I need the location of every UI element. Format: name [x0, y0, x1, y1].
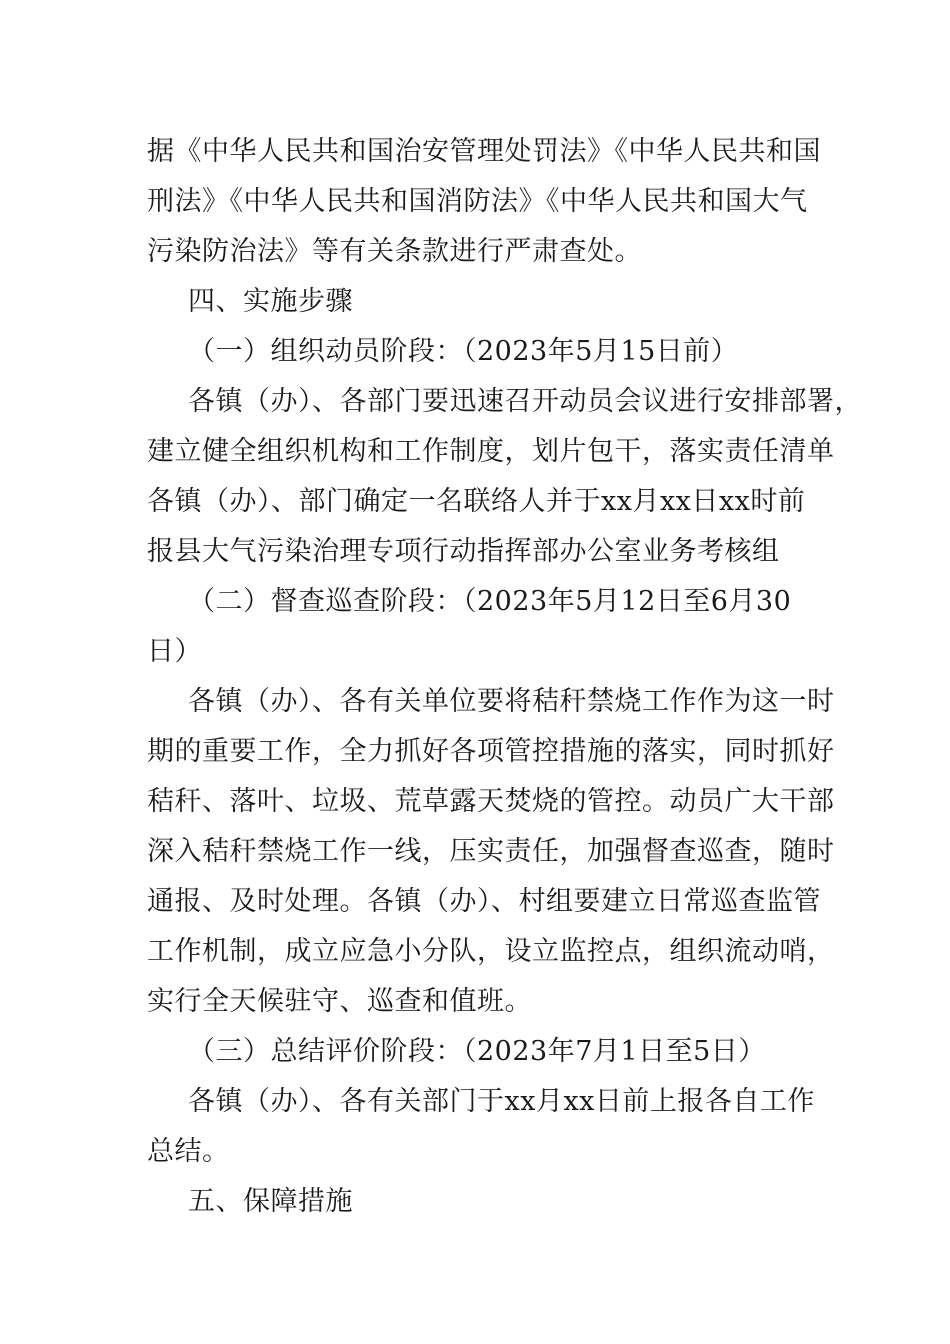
body-text-line: 期的重要工作，全力抓好各项管控措施的落实，同时抓好: [147, 736, 835, 767]
body-text-line: 各镇（办）、各有关单位要将秸秆禁烧工作作为这一时: [188, 686, 835, 717]
body-text-line: 深入秸秆禁烧工作一线，压实责任，加强督查巡查，随时: [147, 836, 835, 867]
body-text-line: 建立健全组织机构和工作制度，划片包干，落实责任清单: [147, 436, 835, 467]
body-text-line: 通报、及时处理。各镇（办）、村组要建立日常巡查监管: [147, 886, 821, 917]
body-text-line: 各镇（办）、部门确定一名联络人并于xx月xx日xx时前: [147, 486, 806, 517]
subsection-heading-mobilization: （一）组织动员阶段：（2023年5月15日前）: [188, 336, 739, 367]
subsection-heading-inspection: （二）督查巡查阶段：（2023年5月12日至6月30: [188, 586, 792, 617]
body-text-line: 刑法》《中华人民共和国消防法》《中华人民共和国大气: [147, 186, 808, 217]
section-heading-implementation-steps: 四、实施步骤: [188, 286, 353, 317]
body-text-line: 日）: [147, 636, 202, 667]
body-text-line: 秸秆、落叶、垃圾、荒草露天焚烧的管控。动员广大干部: [147, 786, 835, 817]
body-text-line: 各镇（办）、各部门要迅速召开动员会议进行安排部署，: [188, 386, 862, 417]
subsection-heading-evaluation: （三）总结评价阶段：（2023年7月1日至5日）: [188, 1036, 766, 1067]
section-heading-safeguards: 五、保障措施: [188, 1186, 353, 1217]
body-text-line: 实行全天候驻守、巡查和值班。: [147, 986, 532, 1017]
body-text-line: 总结。: [147, 1136, 230, 1167]
body-text-line: 报县大气污染治理专项行动指挥部办公室业务考核组: [147, 536, 780, 567]
body-text-line: 工作机制，成立应急小分队，设立监控点，组织流动哨，: [147, 936, 835, 967]
body-text-line: 污染防治法》等有关条款进行严肃查处。: [147, 236, 642, 267]
body-text-line: 据《中华人民共和国治安管理处罚法》《中华人民共和国: [147, 136, 821, 167]
body-text-line: 各镇（办）、各有关部门于xx月xx日前上报各自工作: [188, 1086, 815, 1117]
